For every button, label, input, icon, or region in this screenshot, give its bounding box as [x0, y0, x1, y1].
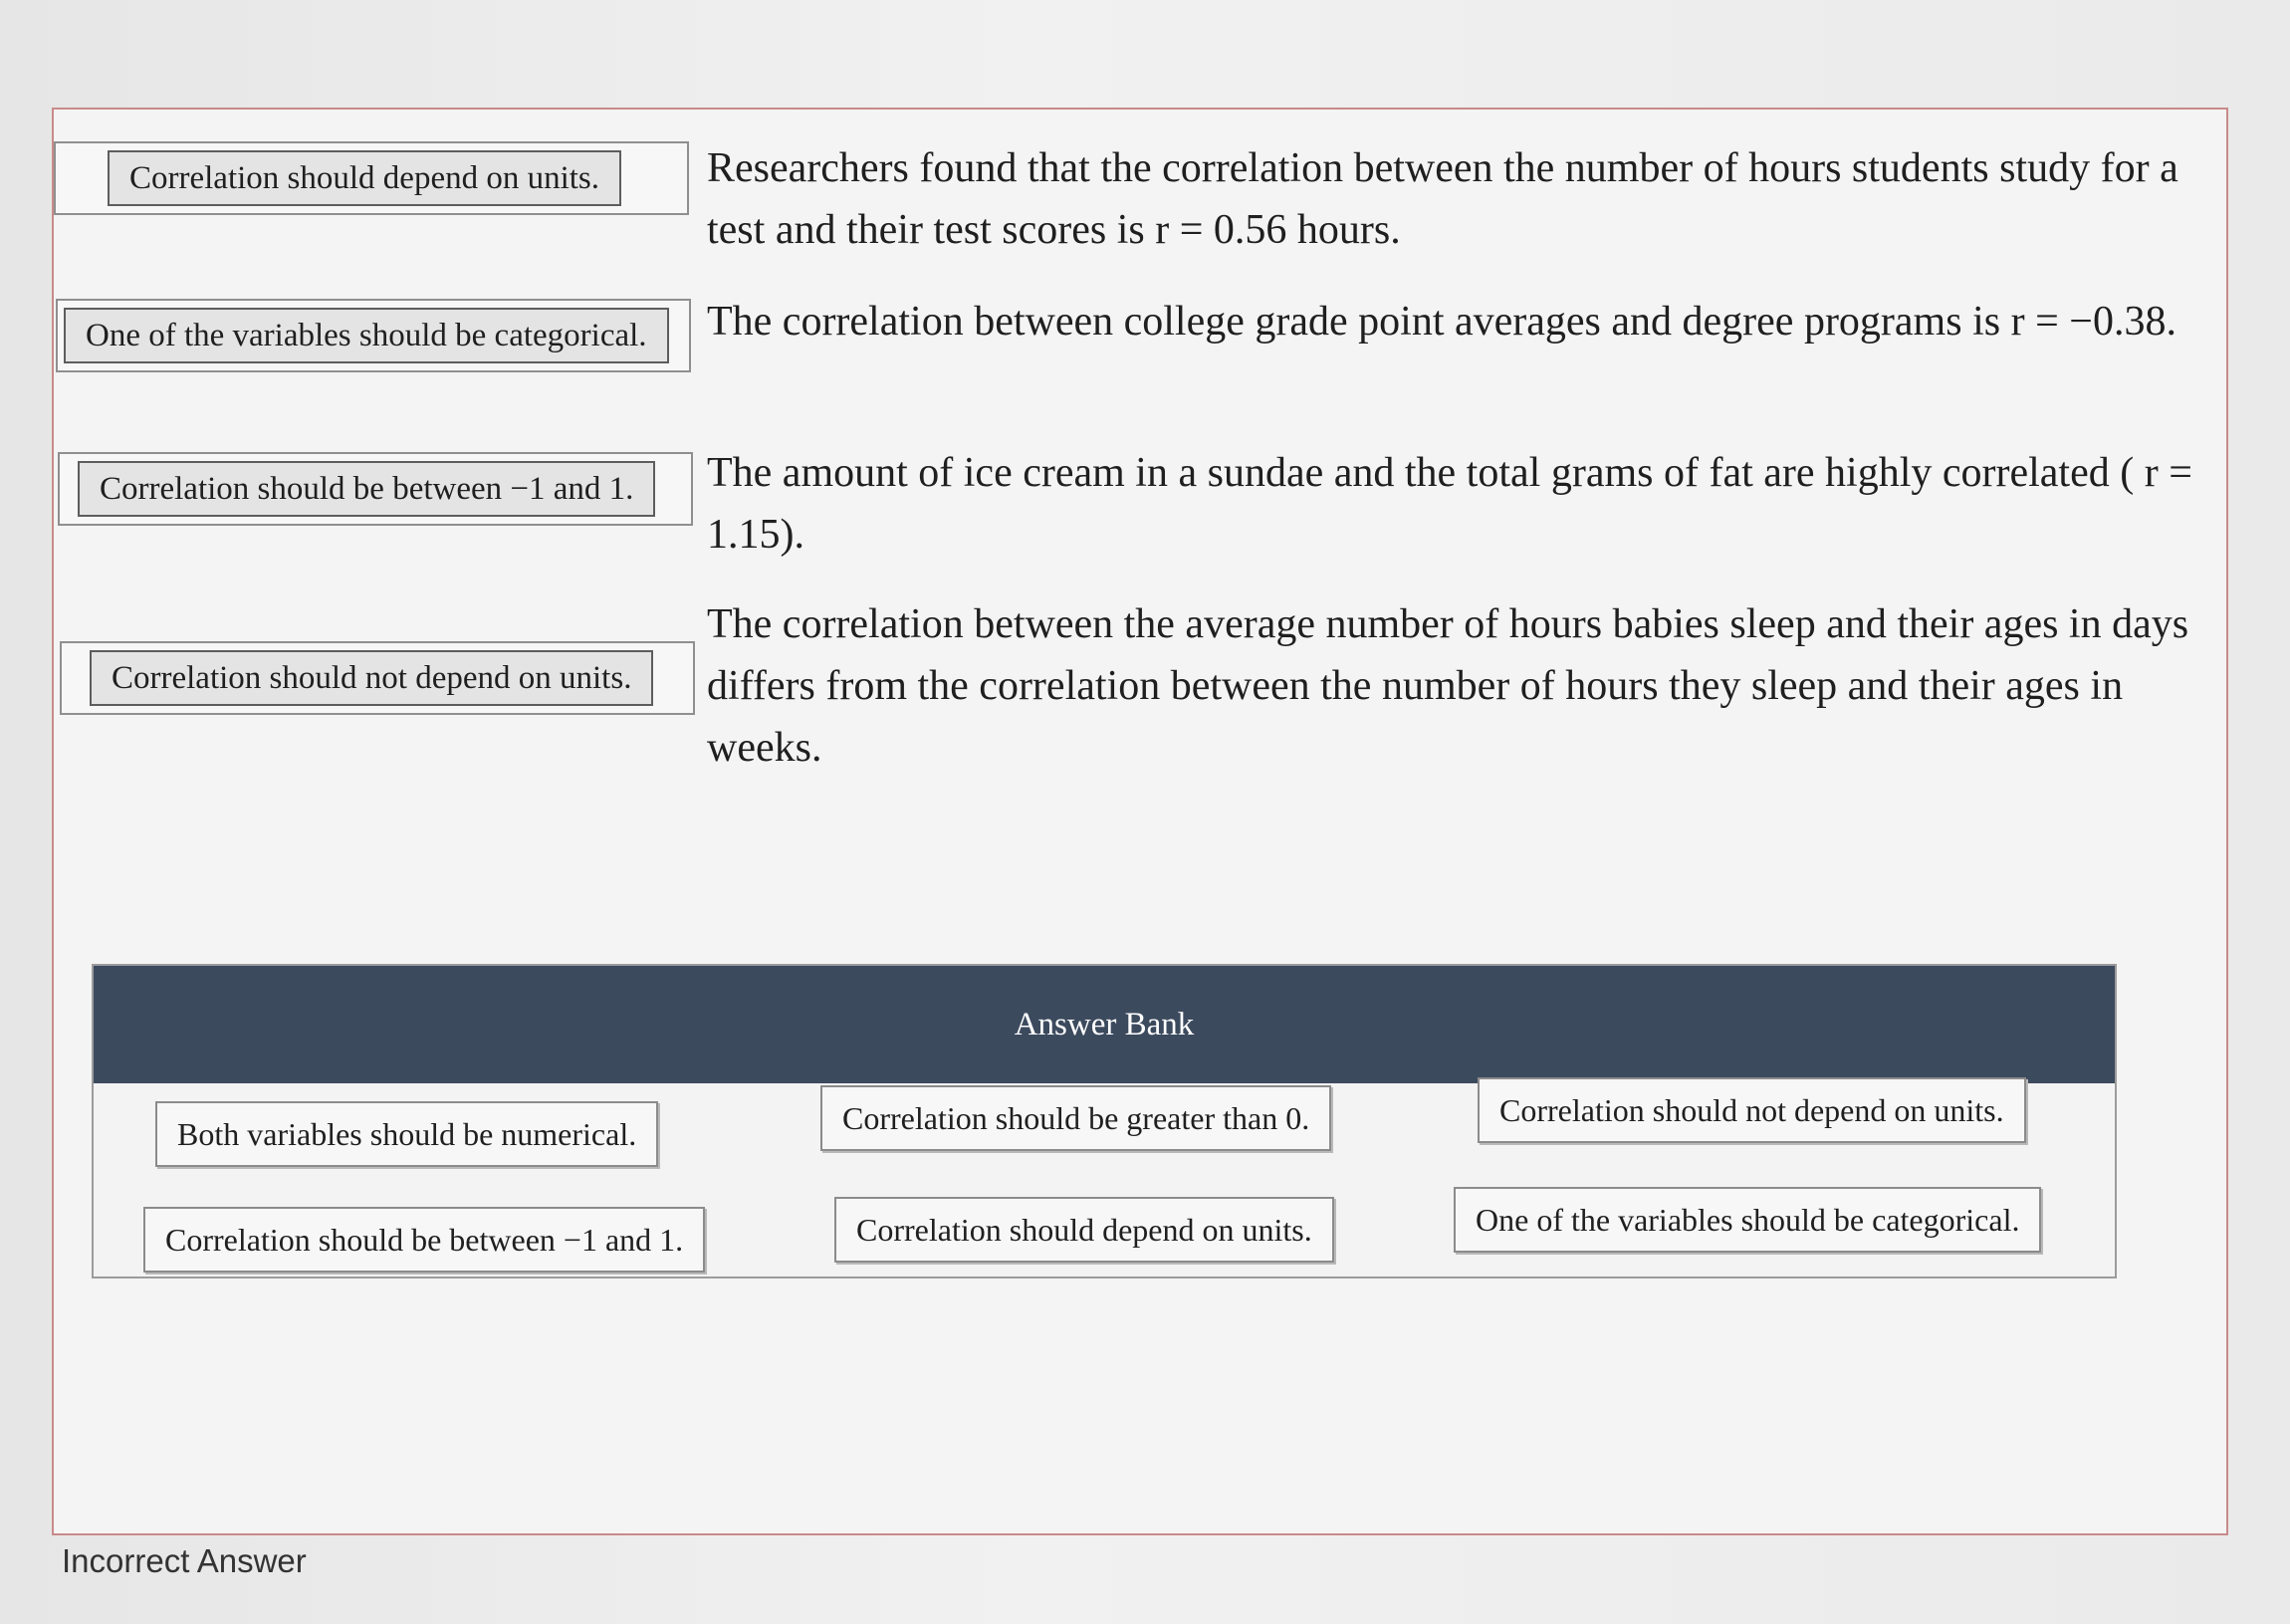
status-message: Incorrect Answer — [62, 1542, 307, 1579]
drop-zone-2[interactable] — [56, 299, 691, 372]
matching-panel — [52, 108, 2228, 1535]
placed-answer-2[interactable]: One of the variables should be categorical. — [64, 308, 669, 363]
bank-item-depend-units[interactable]: Correlation should depend on units. — [834, 1197, 1334, 1263]
prompt-2: The correlation between college grade point averages and degree programs is r = −0.38. — [707, 299, 2176, 345]
bank-item-both-numerical[interactable]: Both variables should be numerical. — [155, 1101, 658, 1167]
bank-item-categorical[interactable]: One of the variables should be categorical. — [1454, 1187, 2041, 1253]
bank-item-between-minus-one-and-one[interactable]: Correlation should be between −1 and 1. — [143, 1207, 705, 1273]
bank-item-not-depend-units[interactable]: Correlation should not depend on units. — [1478, 1077, 2026, 1143]
prompt-3: The amount of ice cream in a sundae and the total grams of fat are highly correlated ( r = 1.15). — [707, 450, 2192, 558]
answer-bank — [92, 964, 2117, 1278]
placed-answer-3[interactable]: Correlation should be between −1 and 1. — [78, 461, 655, 517]
placed-answer-1[interactable]: Correlation should depend on units. — [108, 150, 621, 206]
bank-item-greater-than-zero[interactable]: Correlation should be greater than 0. — [820, 1085, 1331, 1151]
answer-bank-title: Answer Bank — [94, 966, 2115, 1083]
placed-answer-4[interactable]: Correlation should not depend on units. — [90, 650, 653, 706]
drop-zone-1[interactable] — [54, 141, 689, 215]
prompt-1: Researchers found that the correlation between the number of hours students study for a test and their test scores is r = 0.56 hours. — [707, 145, 2178, 253]
prompt-4: The correlation between the average number of hours babies sleep and their ages in days differs from the correlation between the number of hours they sleep and their ages in weeks. — [707, 601, 2189, 771]
drop-zone-3[interactable] — [58, 452, 693, 526]
drop-zone-4[interactable] — [60, 641, 695, 715]
